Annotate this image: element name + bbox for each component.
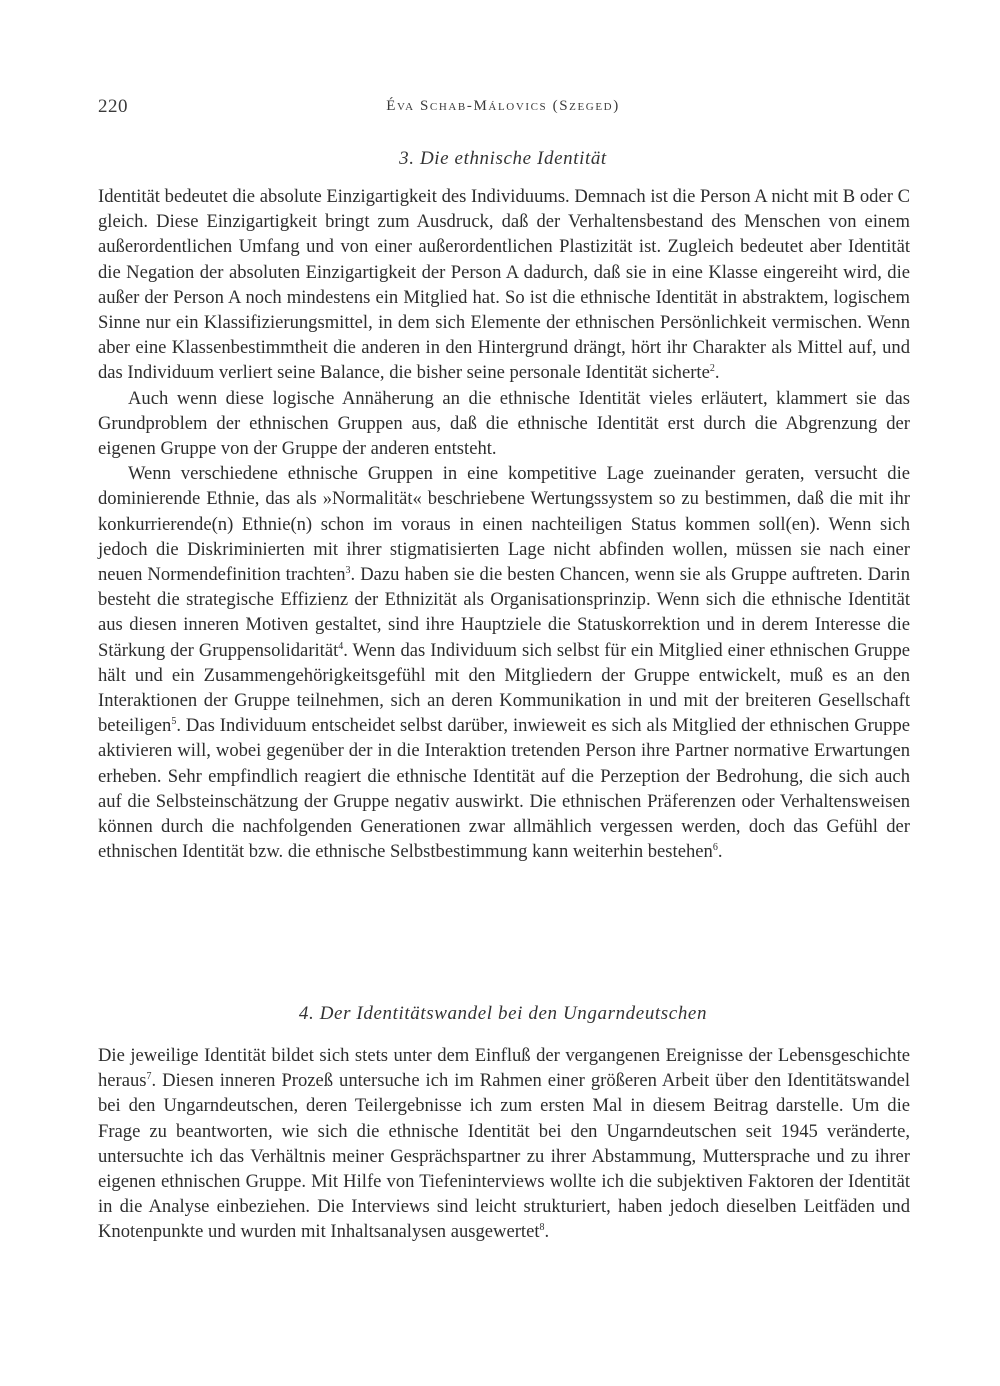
running-head-author: Éva Schab-Málovics (Szeged) bbox=[386, 98, 620, 114]
paragraph-text: . bbox=[717, 841, 723, 863]
footnote-marker: 7 bbox=[146, 1071, 152, 1083]
paragraph bbox=[98, 386, 910, 462]
paragraph-text: Identität bedeutet die absolute Einzigartigkeit des Individuums. Demnach ist die Person A nicht mit B oder C gleich. Diese Einzigartigkeit bringt zum Ausdruck, daß der Verhaltensbestand des Menschen von einem außerordentlichen Umfang und von einer außerordentlichen Plastizität ist. Zugleich bedeutet aber Identität die Negation der absoluten Einzigartigkeit der Person A dadurch, daß sie in eine Klasse eingereiht wird, die außer der Person A noch mindestens ein Mitglied hat. So ist die ethnische Identität in abstraktem, logischem Sinne nur ein Klassifizierungsmittel, in dem sich Elemente der ethnischen Persönlichkeit vermischen. Wenn aber eine Klassenbestimmtheit die anderen in den Hintergrund drängt, hört ihr Charakter als Mittel auf, und das Individuum verliert seine Balance, die bisher seine personale Identität sicherte bbox=[98, 186, 910, 384]
footnote-marker: 3 bbox=[345, 565, 351, 577]
paragraph-text: Auch wenn diese logische Annäherung an die ethnische Identität vieles erläutert, klammert sie das Grundproblem der ethnischen Gruppen aus, daß die ethnische Identität erst durch die Abgrenzung der eigenen Gruppe von der Gruppe der anderen entsteht. bbox=[98, 387, 910, 460]
running-head bbox=[98, 96, 908, 120]
paragraph bbox=[98, 184, 910, 386]
section-heading-4: 4. Der Identitätswandel bei den Ungarndeutschen bbox=[298, 1003, 708, 1024]
footnote-marker: 6 bbox=[712, 842, 718, 854]
page-number: 220 bbox=[98, 96, 128, 117]
paragraph-text: . Wenn das Individuum sich selbst für ein Mitglied einer ethnischen Gruppe hält und ein Zusammengehörigkeitsgefühl mit den Mitgliedern der Gruppe entwickelt, muß es an den Interaktionen der Gruppe teilnehmen, sich an deren Kommunikation in und mit der breiteren Gesellschaft beteiligen bbox=[98, 639, 910, 737]
section-4-body bbox=[98, 1043, 910, 1245]
footnote-marker: 8 bbox=[539, 1222, 545, 1234]
paragraph-text: . Diesen inneren Prozeß untersuche ich im Rahmen einer größeren Arbeit über den Identitätswandel bei den Ungarndeutschen, deren Teilergebnisse ich zum ersten Mal in diesem Beitrag darstelle. Um die Frage zu beantworten, wie sich die ethnische Identität bei den Ungarndeutschen seit 1945 veränderte, untersuchte ich das Verhältnis meiner Gesprächspartner zu ihrer Abstammung, Muttersprache und zu ihrer eigenen ethnischen Gruppe. Mit Hilfe von Tiefeninterviews wollte ich die subjektiven Faktoren der Identität in die Analyse einbeziehen. Die Interviews sind leicht strukturiert, haben jedoch dieselben Leitfäden und Knotenpunkte und wurden mit Inhaltsanalysen ausgewertet bbox=[98, 1070, 910, 1243]
paragraph-text: . Das Individuum entscheidet selbst darüber, inwieweit es sich als Mitglied der ethnischen Gruppe aktivieren will, wobei gegenüber der in die Interaktion tretenden Person ihre Partner normative Erwartungen erheben. Sehr empfindlich reagiert die ethnische Identität auf die Perzeption der Bedrohung, die sich auch auf die Selbsteinschätzung der Gruppe negativ auswirkt. Die ethnischen Präferenzen oder Verhaltensweisen können durch die nachfolgenden Generationen zwar allmählich vergessen werden, doch das Gefühl der ethnischen Identität bzw. die ethnische Selbstbestimmung kann weiterhin bestehen bbox=[98, 715, 910, 863]
footnote-marker: 4 bbox=[338, 640, 344, 652]
paragraph-text: . Dazu haben sie die besten Chancen, wenn sie als Gruppe auftreten. Darin besteht die strategische Effizienz der Ethnizität als Organisationsprinzip. Wenn sich die ethnische Identität aus diesen inneren Motiven gestaltet, sind ihre Hauptziele die Statuskorrektion und in derem Interesse die Stärkung der Gruppensolidarität bbox=[98, 564, 911, 661]
section-heading-3: 3. Die ethnische Identität bbox=[399, 148, 607, 169]
footnote-marker: 2 bbox=[709, 363, 715, 375]
paragraph-text: . bbox=[714, 362, 720, 384]
paragraph-text: . bbox=[544, 1221, 550, 1243]
section-3-body bbox=[98, 184, 910, 864]
footnote-marker: 5 bbox=[171, 716, 177, 728]
paragraph-text: Wenn verschiedene ethnische Gruppen in eine kompetitive Lage zueinander geraten, versucht die dominierende Ethnie, das als »Normalität« beschriebene Wertungssystem so zu bestimmen, daß die mit ihr konkurrierende(n) Ethnie(n) schon im voraus in einen nachteiligen Status kommen soll(en). Wenn sich jedoch die Diskriminierten mit ihrer stigmatisierten Lage nicht abfinden wollen, müssen sie nach einer neuen Normendefinition trachten bbox=[98, 463, 910, 586]
paragraph-text: Die jeweilige Identität bildet sich stets unter dem Einfluß der vergangenen Ereignisse der Lebensgeschichte heraus bbox=[98, 1045, 910, 1092]
paragraph bbox=[98, 1043, 910, 1245]
paragraph bbox=[98, 461, 910, 864]
